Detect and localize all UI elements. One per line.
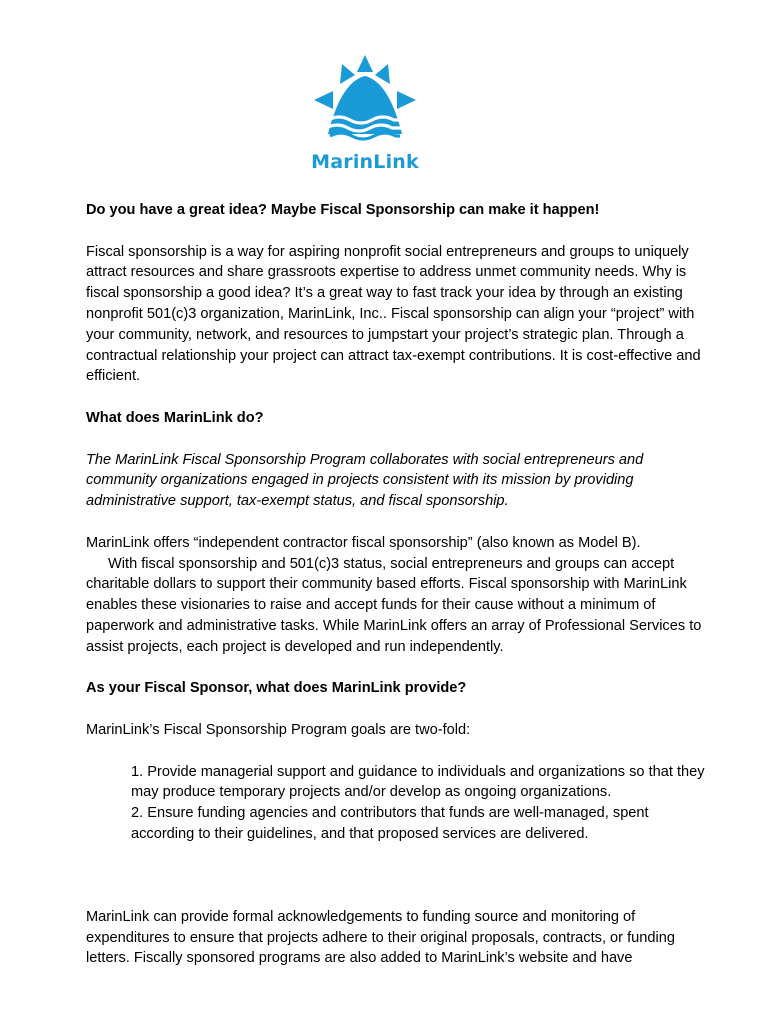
- document-body: [86, 200, 706, 990]
- heading-great-idea: Do you have a great idea? Maybe Fiscal Sponsorship can make it happen!: [86, 202, 600, 218]
- model-b-first-line: MarinLink offers “independent contractor fiscal sponsorship” (also known as Model B).: [86, 534, 641, 551]
- heading-what-does-marinlink-do: What does MarinLink do?: [86, 409, 264, 426]
- model-b-rest: With fiscal sponsorship and 501(c)3 status, social entrepreneurs and groups can accept charitable dollars to support their community based efforts. Fiscal sponsorship with MarinLink enables these visionaries to raise and accept funds for their cause without a minimum of paperwork and administrative tasks. While MarinLink offers an array of Professional Services to assist projects, each project is developed and run independently.: [86, 555, 702, 655]
- sun-mountain-waves-icon: [306, 52, 424, 152]
- paragraph-model-b: [86, 533, 706, 658]
- goal-item: 1. Provide managerial support and guidance to individuals and organizations so that they may produce temporary projects and/or develop as ongoing organizations.: [131, 763, 705, 801]
- goal-item: 2. Ensure funding agencies and contributors that funds are well-managed, spent according to their guidelines, and that proposed services are delivered.: [131, 805, 649, 842]
- paragraph-program-intro: The MarinLink Fiscal Sponsorship Program collaborates with social entrepreneurs and community organizations engaged in projects consistent with its mission by providing administrative support, tax-exempt status, and fiscal sponsorship.: [86, 451, 644, 510]
- logo-wordmark: MarinLink: [311, 151, 419, 173]
- heading-what-does-marinlink-provide: As your Fiscal Sponsor, what does MarinLink provide?: [86, 680, 467, 697]
- paragraph-acknowledgements: MarinLink can provide formal acknowledgements to funding source and monitoring of expenditures to ensure that projects adhere to their original proposals, contracts, or funding letters. Fiscally sponsored programs are also added to MarinLink’s website and have: [86, 908, 675, 967]
- goals-list: [86, 762, 706, 845]
- marinlink-logo: [306, 52, 424, 178]
- paragraph-two-fold-goals: MarinLink’s Fiscal Sponsorship Program goals are two-fold:: [86, 721, 471, 738]
- paragraph-fiscal-sponsorship: Fiscal sponsorship is a way for aspiring nonprofit social entrepreneurs and groups to uniquely attract resources and share grassroots expertise to address unmet community needs. Why is fiscal sponsorship a good idea? It’s a great way to fast track your idea by through an existing nonprofit 501(c)3 organization, MarinLink, Inc.. Fiscal sponsorship can align your “project” with your community, network, and resources to jumpstart your project’s strategic plan. Through a contractual relationship your project can attract tax-exempt contributions. It is cost-effective and efficient.: [86, 243, 701, 385]
